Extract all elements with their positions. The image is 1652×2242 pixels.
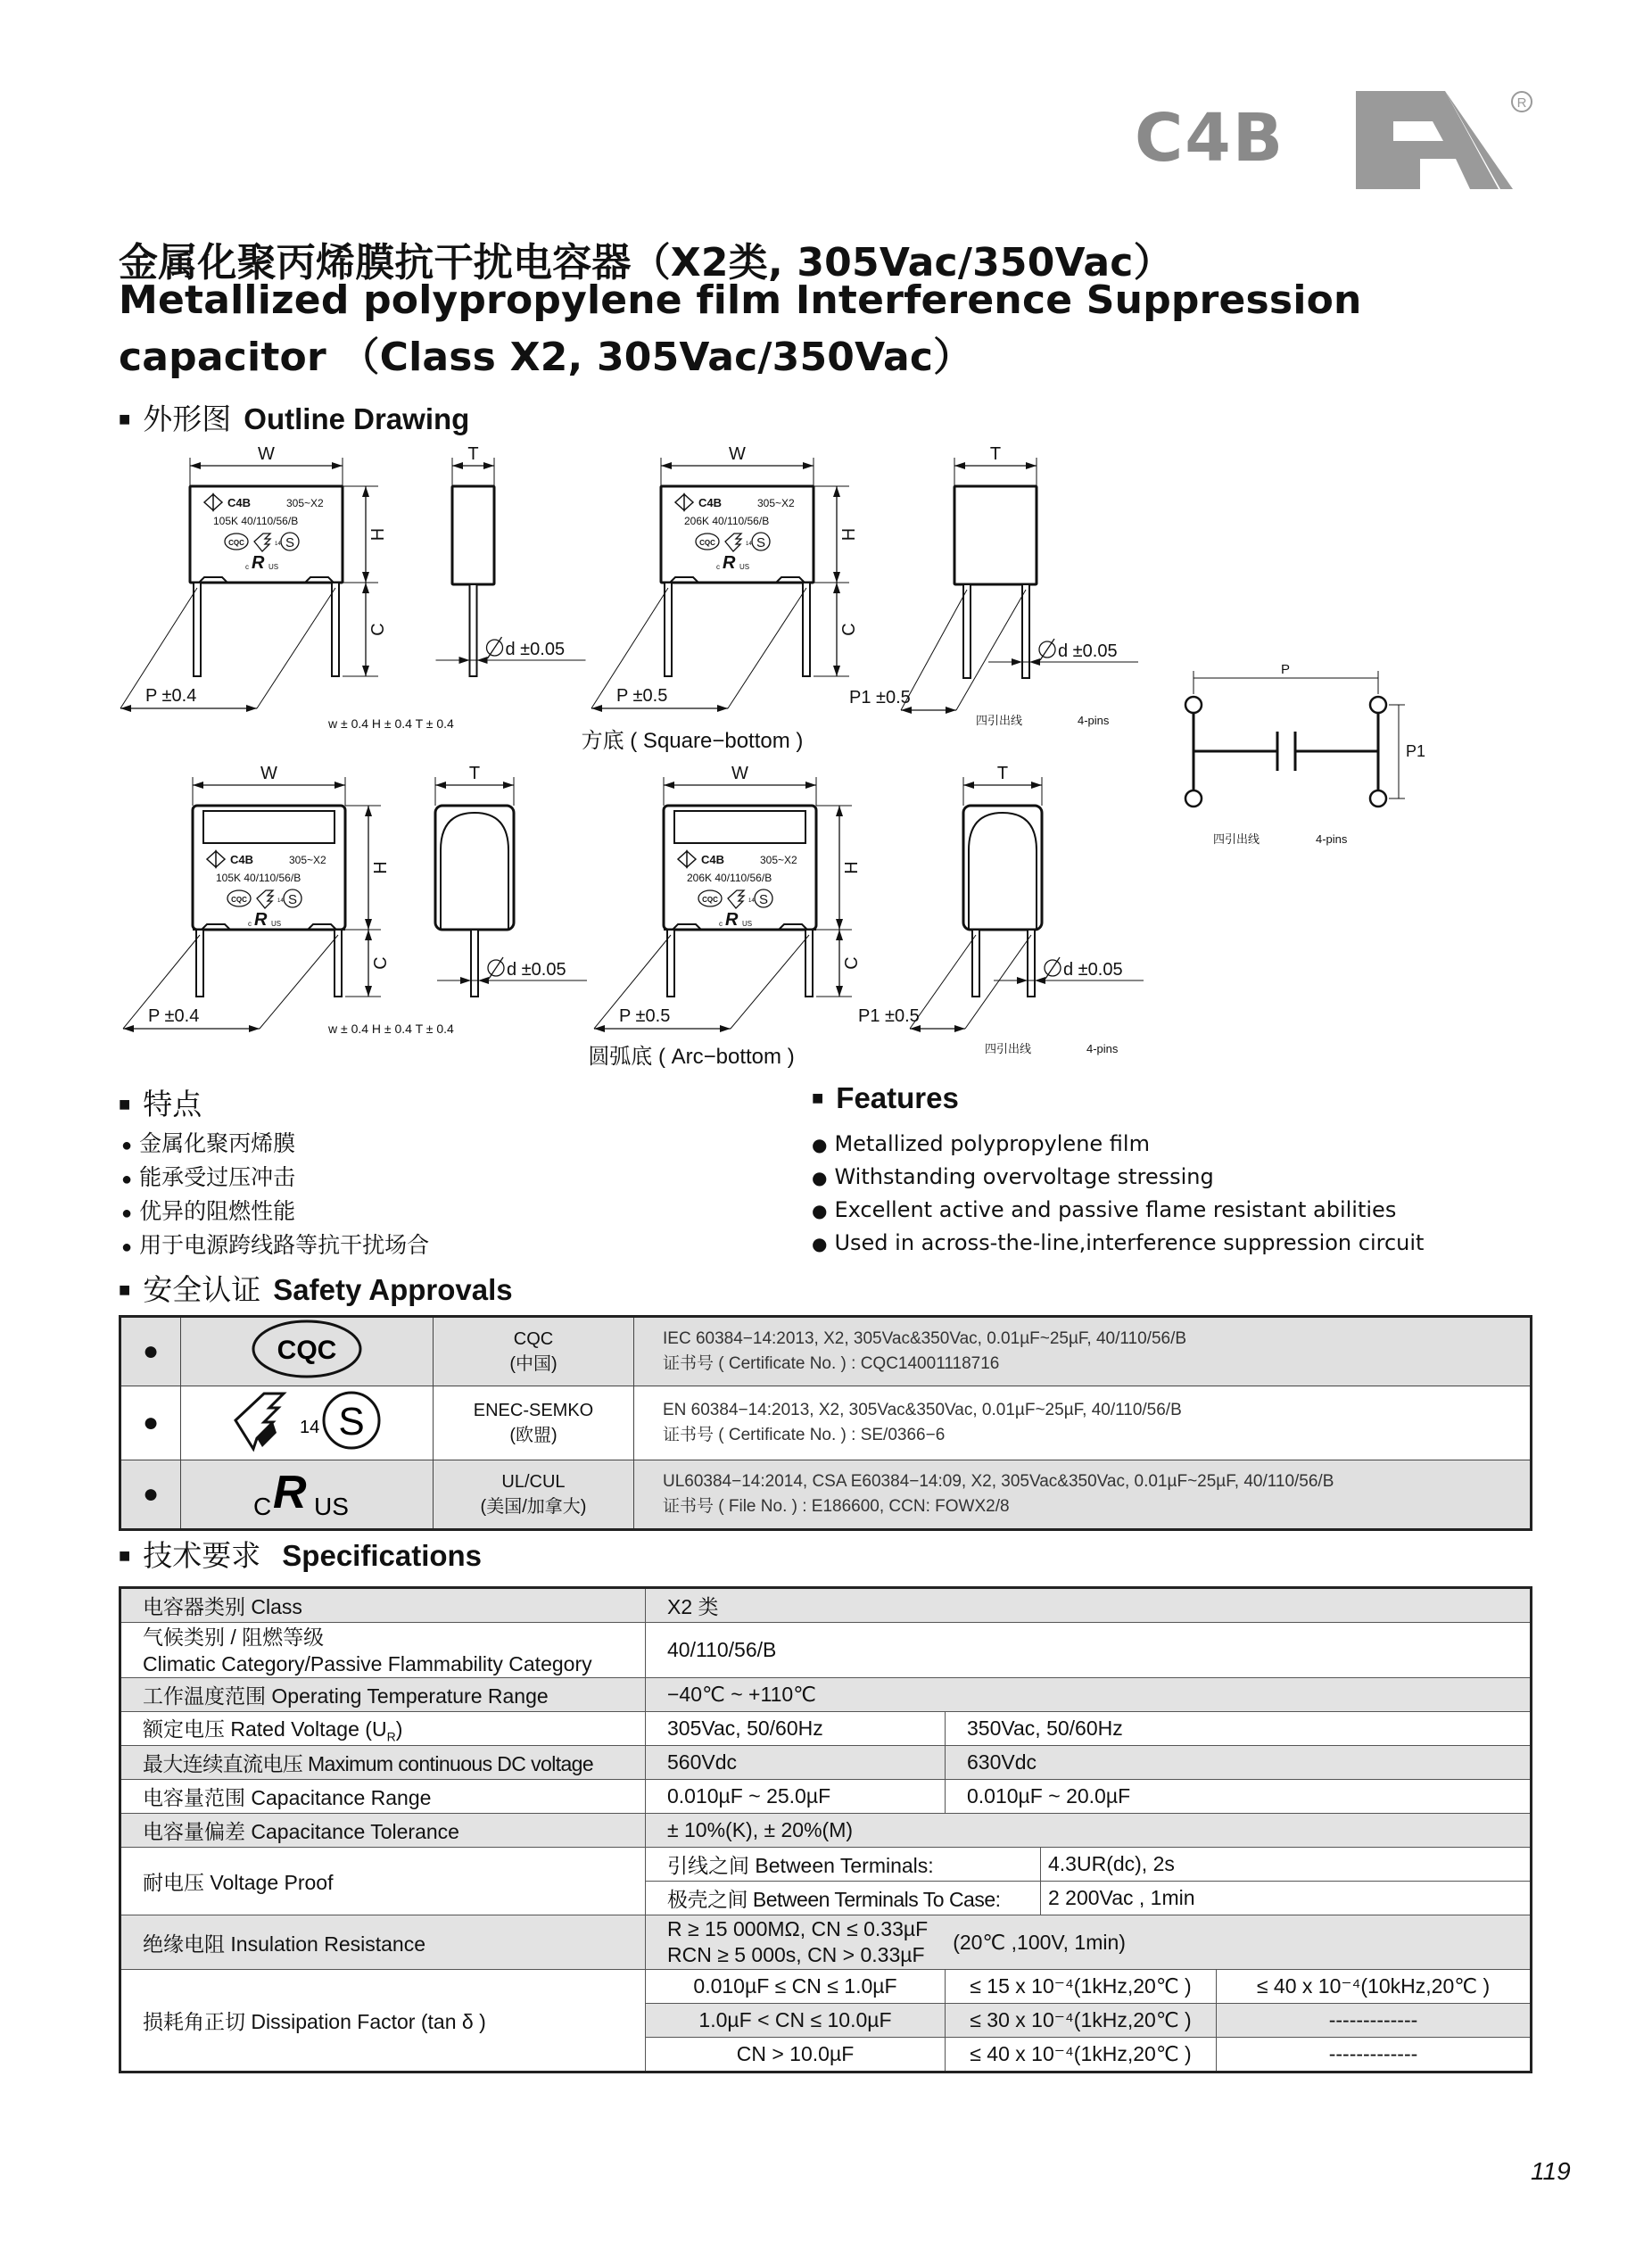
- spec-label-text: 额定电压 Rated Voltage (U: [143, 1717, 387, 1741]
- spec-row-temperature: [120, 1678, 1532, 1712]
- feature-text: Used in across-the-line,interference suppression circuit: [834, 1230, 1425, 1255]
- marking-rating: 305~X2: [289, 854, 326, 866]
- spec-row-tolerance: [120, 1814, 1532, 1848]
- agency-cell: [434, 1317, 634, 1386]
- marking-ul-us: US: [271, 920, 282, 928]
- specs-heading-cn: 技术要求: [143, 1539, 261, 1572]
- bullet-icon: ●: [812, 1167, 828, 1188]
- dim-c-label: C: [371, 956, 391, 970]
- feature-item: [121, 1229, 429, 1263]
- spec-value-350: 630Vdc: [946, 1746, 1532, 1780]
- lead-left: [665, 583, 672, 676]
- dimension-line: [260, 935, 338, 1029]
- spec-row-insulation: [120, 1915, 1532, 1970]
- section-bullet: ■: [119, 408, 131, 430]
- dim-d-label: d ±0.05: [1063, 960, 1123, 980]
- marking-enec-num: 14: [748, 898, 755, 904]
- dim-w-label: W: [731, 764, 748, 783]
- spec-label: [120, 1623, 646, 1678]
- features-list-cn: [121, 1128, 429, 1263]
- feature-item: [812, 1194, 1424, 1227]
- pins-label-en: 4-pins: [1086, 1042, 1119, 1055]
- dim-t-label: T: [468, 764, 481, 783]
- marking-ul-c: c: [716, 563, 720, 571]
- dim-t-label: T: [996, 764, 1009, 783]
- specs-heading: [119, 1533, 482, 1575]
- spec-sublabel: 引线之间 Between Terminals:: [646, 1848, 1041, 1882]
- marking-brand: C4B: [227, 496, 252, 509]
- certificate-text: 证书号 ( Certificate No. ) : SE/0366−6: [663, 1426, 946, 1444]
- dim-d-label: d ±0.05: [1058, 641, 1118, 661]
- marking-ul: R: [725, 910, 739, 930]
- lead-right: [335, 930, 342, 997]
- pins-label-cn: 四引出线: [976, 714, 1023, 727]
- df-1khz: ≤ 40 x 10⁻⁴(1kHz,20℃ ): [946, 2038, 1217, 2072]
- df-10khz: ≤ 40 x 10⁻⁴(10kHz,20℃ ): [1217, 1970, 1532, 2004]
- bullet-icon: ●: [121, 1204, 133, 1223]
- approval-row-enec: [120, 1386, 1532, 1460]
- marking-code: 206K 40/110/56/B: [687, 872, 772, 884]
- marking-brand: C4B: [701, 853, 725, 866]
- marking-cqc: CQC: [228, 539, 244, 547]
- approval-row-cqc: [120, 1317, 1532, 1386]
- approvals-table: [119, 1315, 1532, 1531]
- lead-right: [803, 583, 810, 676]
- spec-value-350: 0.010µF ~ 20.0µF: [946, 1780, 1532, 1814]
- dimension-line: [731, 935, 809, 1029]
- spec-label: 电容器类别 Class: [120, 1588, 646, 1623]
- spec-value: [646, 1915, 1532, 1970]
- pins-label-en: 4-pins: [1078, 714, 1110, 727]
- dimension-line: [257, 588, 335, 708]
- spec-label: 电容量范围 Capacitance Range: [120, 1780, 646, 1814]
- spec-value: 4.3UR(dc), 2s: [1041, 1848, 1532, 1882]
- capacitor-side-body: [452, 486, 494, 584]
- dim-h-label: H: [368, 527, 388, 542]
- specs-heading-en: Specifications: [282, 1539, 483, 1572]
- dim-p-label: P ±0.5: [616, 686, 668, 706]
- cqc-logo: [181, 1317, 434, 1386]
- approval-row-ul: [120, 1460, 1532, 1530]
- spec-value: 40/110/56/B: [646, 1623, 1532, 1678]
- dim-p1-label: P1 ±0.5: [858, 1006, 920, 1026]
- spec-value-305: 0.010µF ~ 25.0µF: [646, 1780, 946, 1814]
- df-1khz: ≤ 15 x 10⁻⁴(1kHz,20℃ ): [946, 1970, 1217, 2004]
- lead: [470, 584, 477, 676]
- lead-right: [332, 583, 339, 676]
- features-list-en: [812, 1128, 1424, 1260]
- bullet-icon: ●: [121, 1237, 133, 1257]
- marking-ul: R: [254, 910, 268, 930]
- spec-row-class: [120, 1588, 1532, 1623]
- feature-item: [121, 1195, 429, 1229]
- specs-table: [119, 1586, 1532, 2073]
- marking-ul-us: US: [742, 920, 753, 928]
- title-en-1: Metallized polypropylene film Interference Suppression: [119, 277, 1362, 323]
- approvals-heading-cn: 安全认证: [143, 1273, 261, 1306]
- df-range: CN > 10.0µF: [646, 2038, 946, 2072]
- spec-label: 损耗角正切 Dissipation Factor (tan δ ): [120, 1970, 646, 2072]
- spec-value-350: 350Vac, 50/60Hz: [946, 1712, 1532, 1746]
- square-bottom-caption: 方底 ( Square−bottom ): [581, 729, 804, 753]
- dimension-line: [910, 935, 976, 1029]
- spec-row-dc-voltage: [120, 1746, 1532, 1780]
- dimension-line: [901, 590, 967, 710]
- tolerance-note: w ± 0.4 H ± 0.4 T ± 0.4: [328, 716, 454, 731]
- bullet-icon: ●: [121, 1170, 133, 1189]
- marking-ul: R: [252, 553, 265, 573]
- pin-terminal-icon: [1185, 790, 1202, 807]
- dim-h-label: H: [371, 861, 391, 874]
- semko-letter: S: [338, 1400, 365, 1444]
- dim-p-label: P ±0.4: [145, 686, 197, 706]
- dim-w-label: W: [729, 444, 746, 464]
- lead: [471, 930, 478, 997]
- marking-rating: 305~X2: [286, 497, 324, 509]
- lead-right: [805, 930, 813, 997]
- approvals-heading-en: Safety Approvals: [273, 1273, 513, 1306]
- df-10khz: -------------: [1217, 2004, 1532, 2038]
- spec-label-en: Climatic Category/Passive Flammability Category: [143, 1651, 592, 1675]
- dim-h-label: H: [839, 527, 859, 542]
- spec-value: 2 200Vac , 1min: [1041, 1882, 1532, 1915]
- pin-terminal-icon: [1370, 790, 1386, 807]
- marking-enec-num: 14: [746, 542, 752, 547]
- spec-row-climatic: [120, 1623, 1532, 1678]
- dim-t-label: T: [467, 444, 479, 464]
- features-heading-cn-text: 特点: [143, 1088, 202, 1121]
- ul-us: US: [314, 1493, 349, 1518]
- marking-rating: 305~X2: [760, 854, 797, 866]
- standard-text: IEC 60384−14:2013, X2, 305Vac&350Vac, 0.01µF~25µF, 40/110/56/B: [663, 1329, 1187, 1348]
- section-bullet: ■: [119, 1093, 131, 1115]
- marking-ul: R: [723, 553, 736, 573]
- schematic-p1-label: P1: [1406, 742, 1426, 760]
- spec-row-rated-voltage: [120, 1712, 1532, 1746]
- df-range: 0.010µF ≤ CN ≤ 1.0µF: [646, 1970, 946, 2004]
- marking-semko: S: [285, 535, 295, 550]
- dim-h-label: H: [842, 861, 862, 874]
- marking-brand: C4B: [698, 496, 723, 509]
- schematic-p-label: P: [1280, 662, 1291, 677]
- bullet-icon: ●: [120, 1386, 181, 1460]
- dim-w-label: W: [260, 764, 277, 783]
- features-heading-cn: [119, 1081, 202, 1123]
- dimension-line: [728, 588, 806, 708]
- spec-row-capacitance: [120, 1780, 1532, 1814]
- pin-terminal-icon: [1185, 697, 1202, 713]
- standard-text: UL60384−14:2014, CSA E60384−14:09, X2, 305Vac&350Vac, 0.01µF~25µF, 40/110/56/B: [663, 1472, 1334, 1491]
- capacitor-side-body: [954, 486, 1037, 584]
- page-number: 119: [1531, 2157, 1571, 2185]
- marking-cqc: CQC: [231, 896, 247, 904]
- agency-region: (美国/加拿大): [480, 1497, 587, 1517]
- marking-code: 206K 40/110/56/B: [684, 515, 770, 527]
- standard-cell: [634, 1460, 1532, 1530]
- lead-left: [667, 930, 674, 997]
- dim-c-label: C: [839, 623, 859, 636]
- agency-region: (欧盟): [509, 1426, 558, 1445]
- feature-item: [121, 1128, 429, 1162]
- marking-semko: S: [756, 535, 766, 550]
- agency-name: UL/CUL: [501, 1472, 566, 1492]
- lead: [972, 930, 979, 997]
- approvals-heading: [119, 1267, 513, 1309]
- spec-label: 最大连续直流电压 Maximum continuous DC voltage: [120, 1746, 646, 1780]
- spec-label: 工作温度范围 Operating Temperature Range: [120, 1678, 646, 1712]
- dim-d-label: d ±0.05: [505, 640, 566, 659]
- marking-semko: S: [287, 892, 298, 907]
- spec-row-voltage-proof: [120, 1848, 1532, 1882]
- bullet-icon: ●: [120, 1317, 181, 1386]
- marking-cqc: CQC: [702, 896, 718, 904]
- marking-code: 105K 40/110/56/B: [213, 515, 299, 527]
- spec-label-cn: 气候类别 / 阻燃等级: [143, 1625, 325, 1649]
- marking-rating: 305~X2: [757, 497, 795, 509]
- df-1khz: ≤ 30 x 10⁻⁴(1kHz,20℃ ): [946, 2004, 1217, 2038]
- cqc-logo-text: CQC: [277, 1336, 337, 1365]
- outline-drawing: [0, 0, 1652, 1088]
- ul-logo: [181, 1460, 434, 1530]
- bullet-icon: ●: [121, 1136, 133, 1155]
- registered-mark: R: [1516, 95, 1527, 111]
- marking-enec-num: 14: [275, 542, 281, 547]
- feature-text: Metallized polypropylene film: [834, 1131, 1150, 1156]
- features-heading-en-text: Features: [836, 1081, 959, 1114]
- spec-value: X2 类: [646, 1588, 1532, 1623]
- enec-semko-logo: [181, 1386, 434, 1460]
- dim-p-label: P ±0.4: [148, 1006, 200, 1026]
- arc-bottom-caption: 圆弧底 ( Arc−bottom ): [588, 1045, 795, 1069]
- marking-ul-c: c: [248, 920, 252, 928]
- lead-left: [196, 930, 203, 997]
- feature-text: 用于电源跨线路等抗干扰场合: [139, 1233, 430, 1258]
- section-bullet: ■: [119, 1278, 131, 1301]
- lead: [1022, 584, 1029, 678]
- marking-code: 105K 40/110/56/B: [216, 872, 301, 884]
- bullet-icon: ●: [812, 1200, 828, 1221]
- insulation-condition: (20℃ ,100V, 1min): [953, 1930, 1126, 1954]
- marking-ul-c: c: [245, 563, 249, 571]
- marking-cqc: CQC: [699, 539, 715, 547]
- bullet-icon: ●: [120, 1460, 181, 1530]
- spec-value-305: 560Vdc: [646, 1746, 946, 1780]
- spec-label: 耐电压 Voltage Proof: [120, 1848, 646, 1915]
- agency-name: CQC: [513, 1329, 554, 1349]
- feature-item: [121, 1162, 429, 1195]
- dim-c-label: C: [368, 623, 388, 636]
- spec-label: [120, 1712, 646, 1746]
- dim-p1-label: P1 ±0.5: [849, 688, 911, 707]
- spec-label: 电容量偏差 Capacitance Tolerance: [120, 1814, 646, 1848]
- series-code: C4B: [1135, 100, 1285, 177]
- pin-terminal-icon: [1370, 697, 1386, 713]
- feature-text: Excellent active and passive flame resistant abilities: [834, 1197, 1397, 1222]
- title-en-2: capacitor （Class X2, 305Vac/350Vac）: [119, 335, 973, 380]
- agency-cell: [434, 1386, 634, 1460]
- dim-w-label: W: [258, 444, 275, 464]
- title-cn: 金属化聚丙烯膜抗干扰电容器（X2类, 305Vac/350Vac）: [119, 240, 1173, 285]
- df-10khz: -------------: [1217, 2038, 1532, 2072]
- feature-text: Withstanding overvoltage stressing: [834, 1164, 1214, 1189]
- certificate-text: 证书号 ( Certificate No. ) : CQC14001118716: [663, 1354, 1000, 1373]
- section-bullet: ■: [119, 1544, 131, 1567]
- df-range: 1.0µF < CN ≤ 10.0µF: [646, 2004, 946, 2038]
- outline-heading-en: Outline Drawing: [244, 402, 470, 435]
- features-heading-en: [812, 1081, 959, 1115]
- spec-label: 绝缘电阻 Insulation Resistance: [120, 1915, 646, 1970]
- marking-enec-num: 14: [277, 898, 284, 904]
- feature-text: 能承受过压冲击: [139, 1165, 296, 1190]
- insulation-line2: RCN ≥ 5 000s, CN > 0.33µF: [667, 1943, 925, 1966]
- spec-row-df-1: [120, 1970, 1532, 2004]
- spec-label-end: ): [395, 1717, 403, 1741]
- outline-heading-cn: 外形图: [143, 402, 232, 435]
- feature-item: [812, 1161, 1424, 1194]
- agency-region: (中国): [509, 1354, 558, 1374]
- spec-value: ± 10%(K), ± 20%(M): [646, 1814, 1532, 1848]
- marking-ul-us: US: [739, 563, 750, 571]
- spec-label-sub: R: [386, 1729, 396, 1744]
- feature-item: [812, 1227, 1424, 1260]
- feature-text: 优异的阻燃性能: [139, 1199, 296, 1224]
- feature-text: 金属化聚丙烯膜: [139, 1131, 296, 1156]
- marking-ul-us: US: [268, 563, 279, 571]
- feature-item: [812, 1128, 1424, 1161]
- lead-left: [194, 583, 201, 676]
- lead: [963, 584, 971, 678]
- marking-ul-c: c: [719, 920, 723, 928]
- marking-semko: S: [758, 892, 769, 907]
- dim-c-label: C: [842, 956, 862, 970]
- bullet-icon: ●: [812, 1233, 828, 1254]
- standard-cell: [634, 1317, 1532, 1386]
- dim-t-label: T: [989, 444, 1002, 464]
- agency-name: ENEC-SEMKO: [473, 1401, 594, 1420]
- standard-text: EN 60384−14:2013, X2, 305Vac&350Vac, 0.01µF~25µF, 40/110/56/B: [663, 1401, 1182, 1419]
- tolerance-note: w ± 0.4 H ± 0.4 T ± 0.4: [328, 1022, 454, 1036]
- certificate-text: 证书号 ( File No. ) : E186600, CCN: FOWX2/8: [663, 1497, 1010, 1516]
- enec-number: 14: [300, 1418, 320, 1437]
- pins-label-en: 4-pins: [1316, 832, 1348, 846]
- lead: [1028, 930, 1035, 997]
- marking-brand: C4B: [230, 853, 254, 866]
- dim-p-label: P ±0.5: [619, 1006, 671, 1026]
- ul-mark: R: [273, 1467, 307, 1518]
- spec-value-305: 305Vac, 50/60Hz: [646, 1712, 946, 1746]
- spec-sublabel: 极壳之间 Between Terminals To Case:: [646, 1882, 1041, 1915]
- insulation-line1: R ≥ 15 000MΩ, CN ≤ 0.33µF: [667, 1917, 929, 1940]
- section-bullet: ■: [812, 1087, 824, 1109]
- dim-d-label: d ±0.05: [507, 960, 566, 980]
- standard-cell: [634, 1386, 1532, 1460]
- pins-label-cn: 四引出线: [985, 1042, 1032, 1055]
- bullet-icon: ●: [812, 1134, 828, 1155]
- spec-value: −40℃ ~ +110℃: [646, 1678, 1532, 1712]
- pins-label-cn: 四引出线: [1213, 832, 1260, 846]
- ul-c: C: [253, 1493, 272, 1518]
- agency-cell: [434, 1460, 634, 1530]
